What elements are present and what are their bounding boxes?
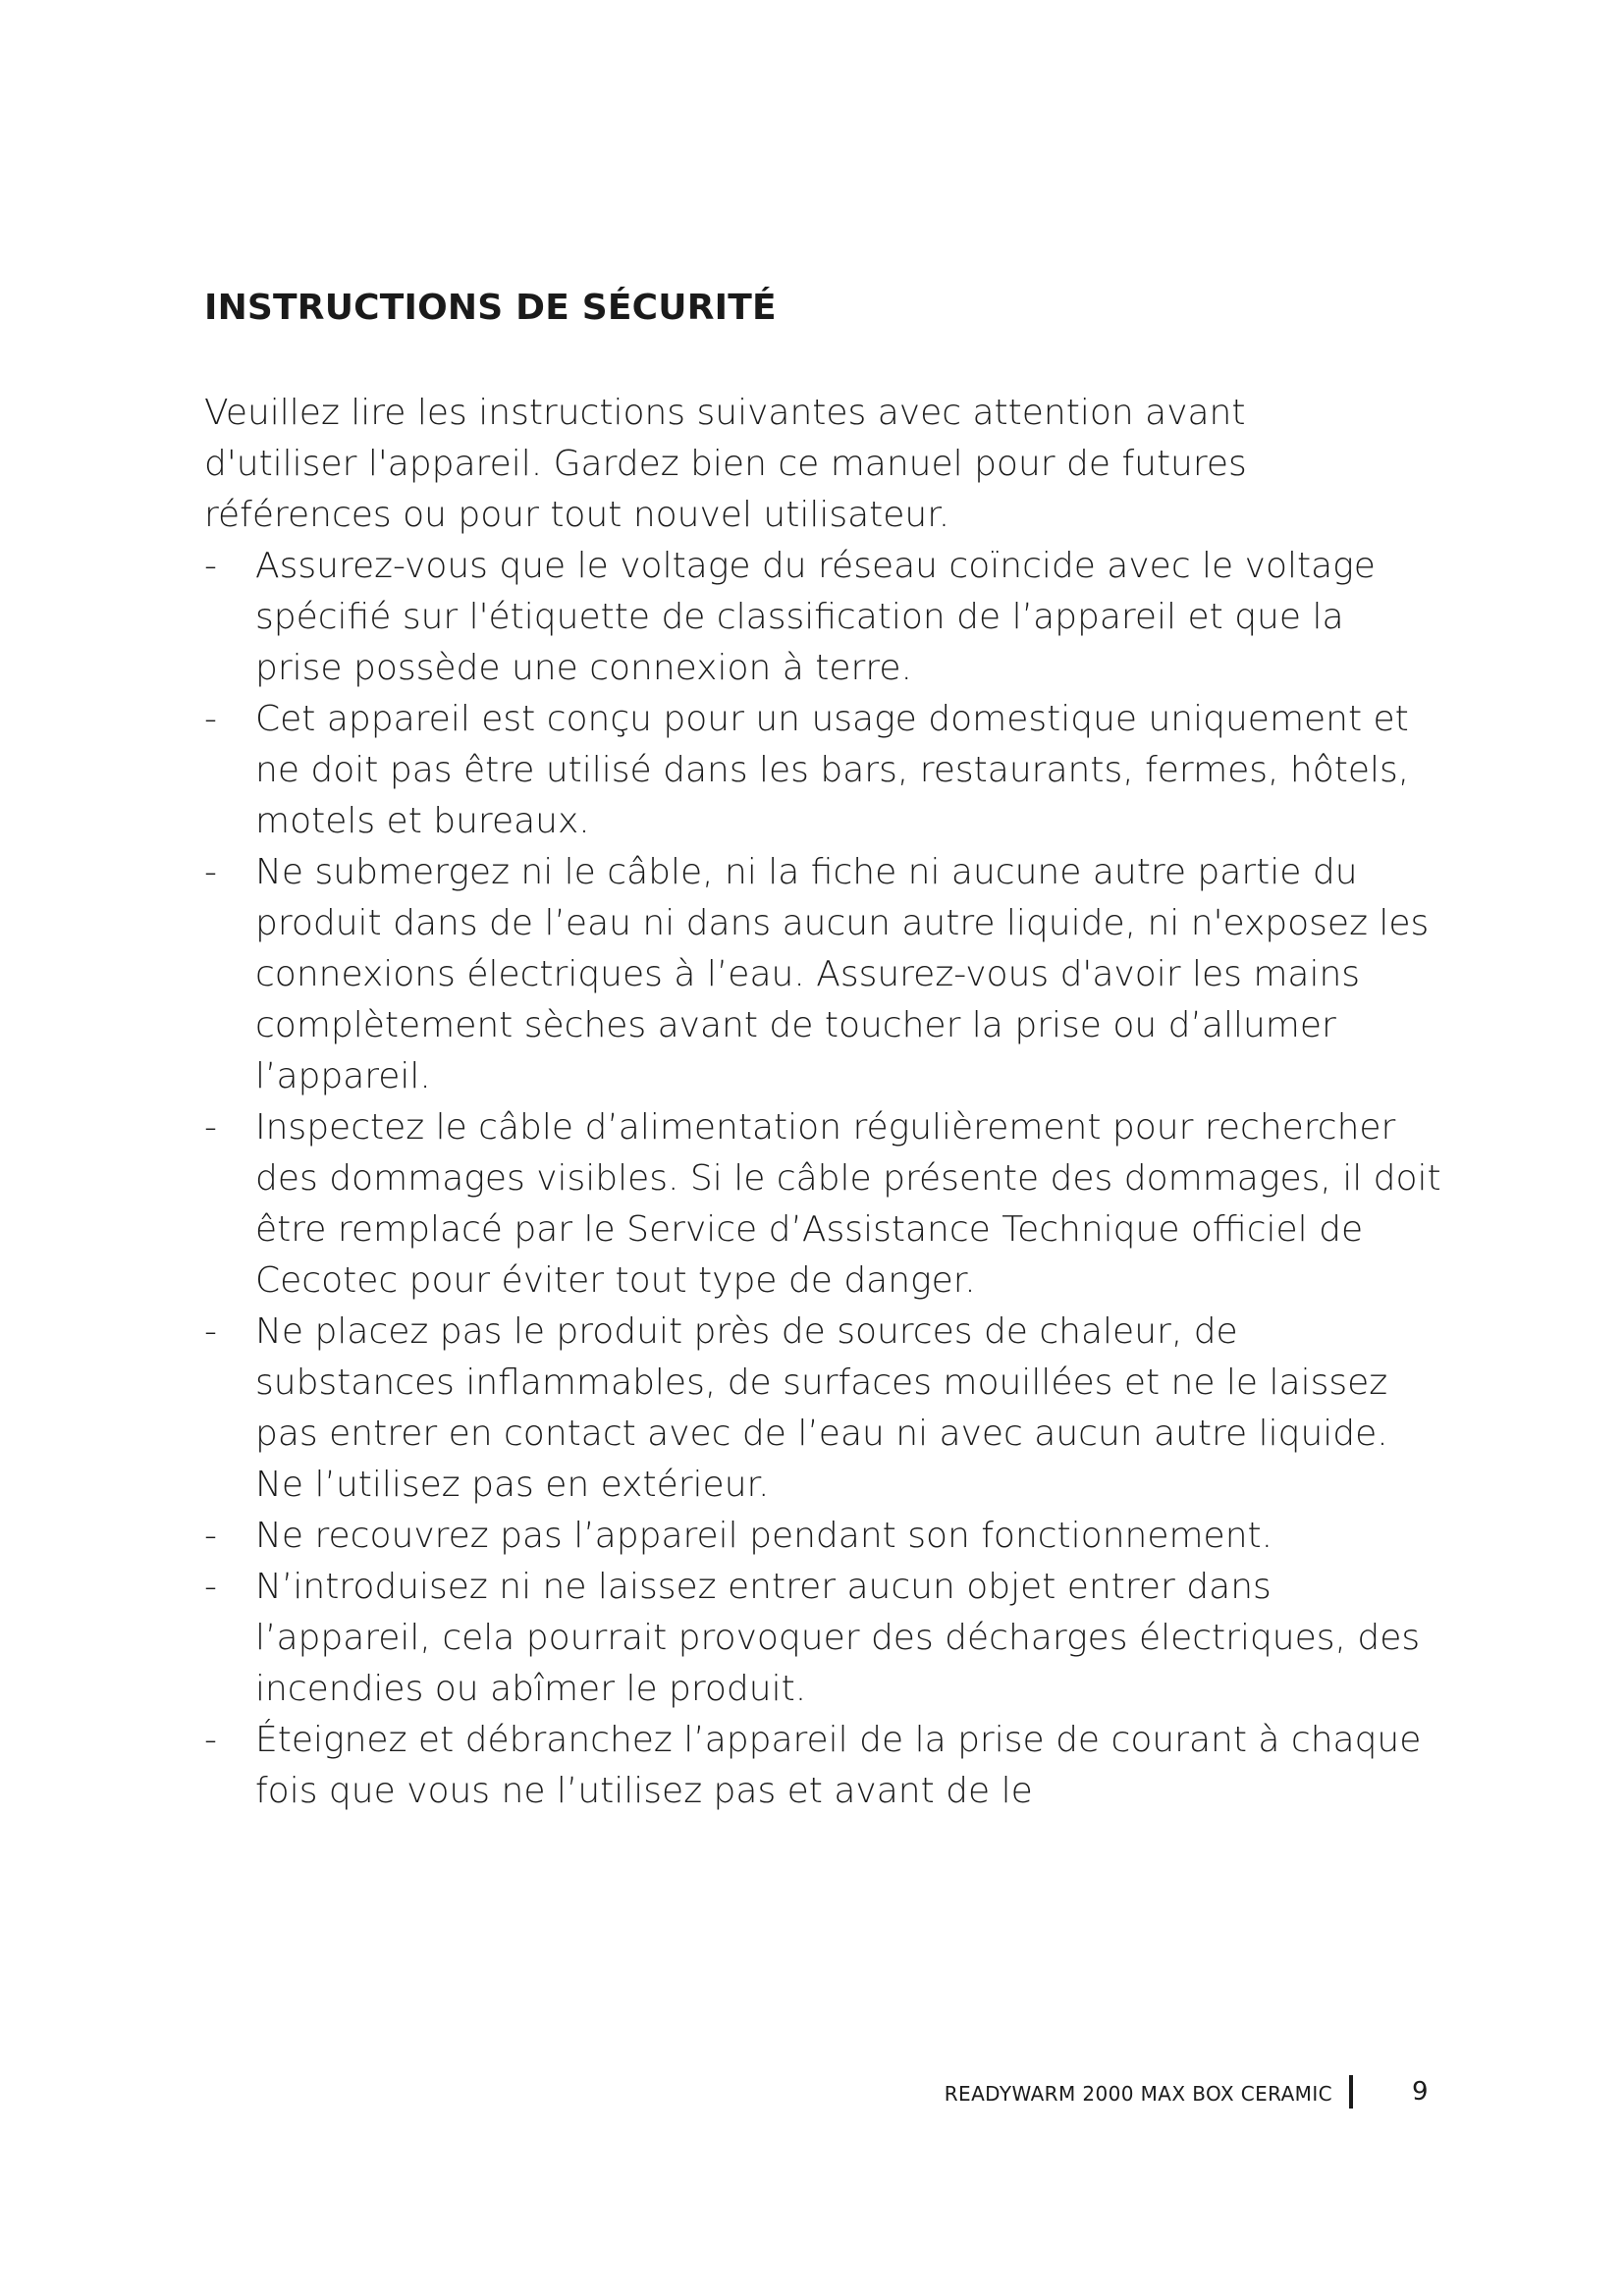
list-item-text: Cet appareil est conçu pour un usage domestique uniquement et ne doit pas être utilisé dans les bars, restaurants, fermes, hôtels, motels et bureaux.: [255, 699, 1410, 841]
document-body: [204, 388, 1441, 1817]
list-item: [204, 1307, 1441, 1511]
bullet-dash: -: [204, 546, 217, 586]
bullet-dash: -: [204, 1311, 217, 1352]
list-item-text: Ne recouvrez pas l’appareil pendant son fonctionnement.: [255, 1516, 1273, 1556]
list-item-text: Éteignez et débranchez l’appareil de la prise de courant à chaque fois que vous ne l’utilisez pas et avant de le: [255, 1720, 1422, 1811]
page-title: INSTRUCTIONS DE SÉCURITÉ: [204, 288, 777, 328]
list-item: [204, 1511, 1441, 1562]
intro-paragraph: Veuillez lire les instructions suivantes avec attention avant d'utiliser l'appareil. Gardez bien ce manuel pour de futures références ou pour tout nouvel utilisateur.: [204, 393, 1247, 535]
list-item: [204, 1562, 1441, 1715]
footer-divider: [1349, 2075, 1353, 2109]
bullet-dash: -: [204, 699, 217, 739]
footer-product-name: READYWARM 2000 MAX BOX CERAMIC: [944, 2082, 1332, 2106]
bullet-dash: -: [204, 852, 217, 892]
list-item-text: Inspectez le câble d’alimentation régulièrement pour rechercher des dommages visibles. Si le câble présente des dommages, il doit être remplacé par le Service d’Assistance Technique officiel de Cecotec pour éviter tout type de danger.: [255, 1107, 1441, 1301]
list-item-text: Ne submergez ni le câble, ni la fiche ni aucune autre partie du produit dans de l’eau ni dans aucun autre liquide, ni n'exposez les connexions électriques à l’eau. Assurez-vous d'avoir les mains complètement sèches avant de toucher la prise ou d’allumer l’appareil.: [255, 852, 1430, 1096]
list-item: [204, 847, 1441, 1102]
list-item-text: N’introduisez ni ne laissez entrer aucun objet entrer dans l’appareil, cela pourrait provoquer des décharges électriques, des incendies ou abîmer le produit.: [255, 1567, 1421, 1709]
page-number: 9: [1412, 2077, 1429, 2107]
list-item: [204, 694, 1441, 847]
bullet-dash: -: [204, 1567, 217, 1607]
list-item-text: Assurez-vous que le voltage du réseau coïncide avec le voltage spécifié sur l'étiquette de classification de l’appareil et que la prise possède une connexion à terre.: [255, 546, 1376, 688]
bullet-dash: -: [204, 1516, 217, 1556]
list-item: [204, 541, 1441, 694]
bullet-dash: -: [204, 1720, 217, 1760]
list-item: [204, 1715, 1441, 1817]
page-footer: [0, 2075, 1624, 2114]
list-item-text: Ne placez pas le produit près de sources de chaleur, de substances inflammables, de surfaces mouillées et ne le laissez pas entrer en contact avec de l’eau ni avec aucun autre liquide. Ne l’utilisez pas en extérieur.: [255, 1311, 1388, 1505]
list-item: [204, 1102, 1441, 1307]
safety-list: [204, 541, 1441, 1817]
bullet-dash: -: [204, 1107, 217, 1148]
